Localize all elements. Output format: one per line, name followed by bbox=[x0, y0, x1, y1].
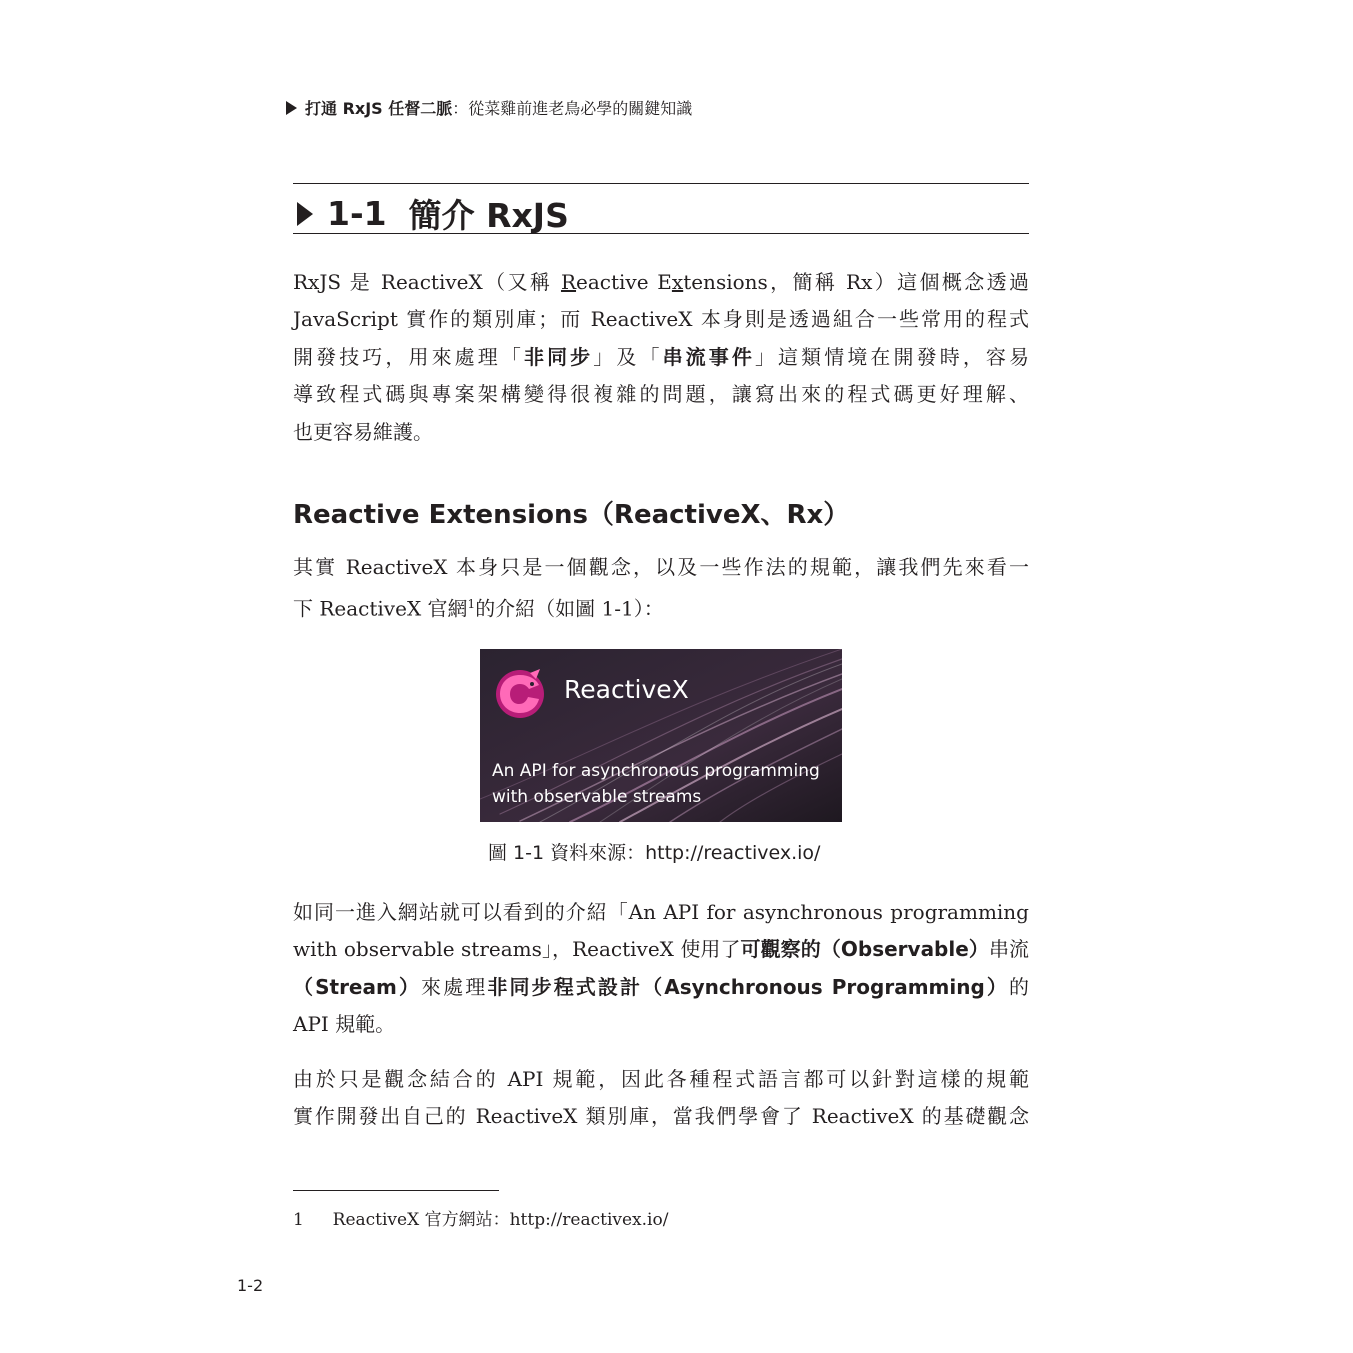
p3-line-3: （Stream）來處理非同步程式設計（Asynchronous Programming）的 bbox=[293, 974, 1030, 999]
p3-line-1: 如同一進入網站就可以看到的介紹「An API for asynchronous programming bbox=[293, 900, 1029, 924]
paragraph-4 bbox=[293, 1061, 1029, 1136]
footnote-text[interactable]: ReactiveX 官方網站：http://reactivex.io/ bbox=[332, 1210, 669, 1230]
running-head-triangle-icon bbox=[286, 101, 297, 115]
section-triangle-icon bbox=[297, 202, 313, 226]
figure-caption: 圖 1-1 資料來源：http://reactivex.io/ bbox=[488, 842, 821, 864]
intro-line-3: 開發技巧，用來處理「非同步」及「串流事件」這類情境在開發時，容易 bbox=[293, 344, 1030, 369]
p2-line-1: 其實 ReactiveX 本身只是一個觀念，以及一些作法的規範，讓我們先來看一 bbox=[293, 555, 1029, 579]
figure-brand-text: ReactiveX bbox=[564, 675, 689, 704]
paragraph-3 bbox=[293, 894, 1029, 1044]
reactivex-banner-image bbox=[480, 649, 842, 822]
section-number: 1-1 bbox=[327, 194, 387, 233]
p3-line-4: API 規範。 bbox=[293, 1012, 396, 1037]
intro-line-5: 也更容易維護。 bbox=[293, 419, 433, 444]
intro-line-2: JavaScript 實作的類別庫；而 ReactiveX 本身則是透過組合一些常用的程式 bbox=[293, 307, 1029, 332]
paragraph-2 bbox=[293, 549, 1029, 624]
figure-tagline-line-2: with observable streams bbox=[492, 787, 702, 807]
page-number: 1-2 bbox=[237, 1276, 264, 1295]
figure-tagline-line-1: An API for asynchronous programming bbox=[492, 761, 820, 781]
section-heading bbox=[297, 190, 569, 237]
p3-line-2: with observable streams」，ReactiveX 使用了可觀察的（Observable）串流 bbox=[293, 937, 1030, 962]
section-title: 簡介 RxJS bbox=[408, 196, 569, 235]
footnote bbox=[293, 1205, 668, 1230]
subheading: Reactive Extensions（ReactiveX、Rx） bbox=[293, 500, 850, 530]
book-title-bold: 打通 RxJS 任督二脈 bbox=[305, 99, 453, 118]
footnote-number: 1 bbox=[293, 1210, 304, 1230]
p2-line-2: 下 ReactiveX 官網$^1$的介紹（如圖 1-1）： bbox=[293, 597, 664, 622]
p4-line-2: 實作開發出自己的 ReactiveX 類別庫，當我們學會了 ReactiveX 的基礎觀念 bbox=[293, 1104, 1029, 1129]
footnote-ref[interactable]: 1 bbox=[467, 597, 476, 612]
intro-line-1: RxJS 是 ReactiveX（又稱 Reactive Extensions，簡稱 Rx）這個概念透過 bbox=[293, 270, 1029, 294]
p4-line-1: 由於只是觀念結合的 API 規範，因此各種程式語言都可以針對這樣的規範 bbox=[293, 1067, 1029, 1091]
intro-line-4: 導致程式碼與專案架構變得很複雜的問題，讓寫出來的程式碼更好理解、 bbox=[293, 382, 1029, 407]
book-title-rest: ：從菜雞前進老鳥必學的關鍵知識 bbox=[452, 99, 693, 118]
running-head bbox=[286, 96, 692, 119]
intro-paragraph bbox=[293, 264, 1029, 451]
reactivex-eel-logo-icon bbox=[490, 663, 550, 723]
footnote-rule bbox=[293, 1190, 499, 1191]
section-rule-bottom bbox=[293, 233, 1029, 234]
section-rule-top bbox=[293, 183, 1029, 184]
